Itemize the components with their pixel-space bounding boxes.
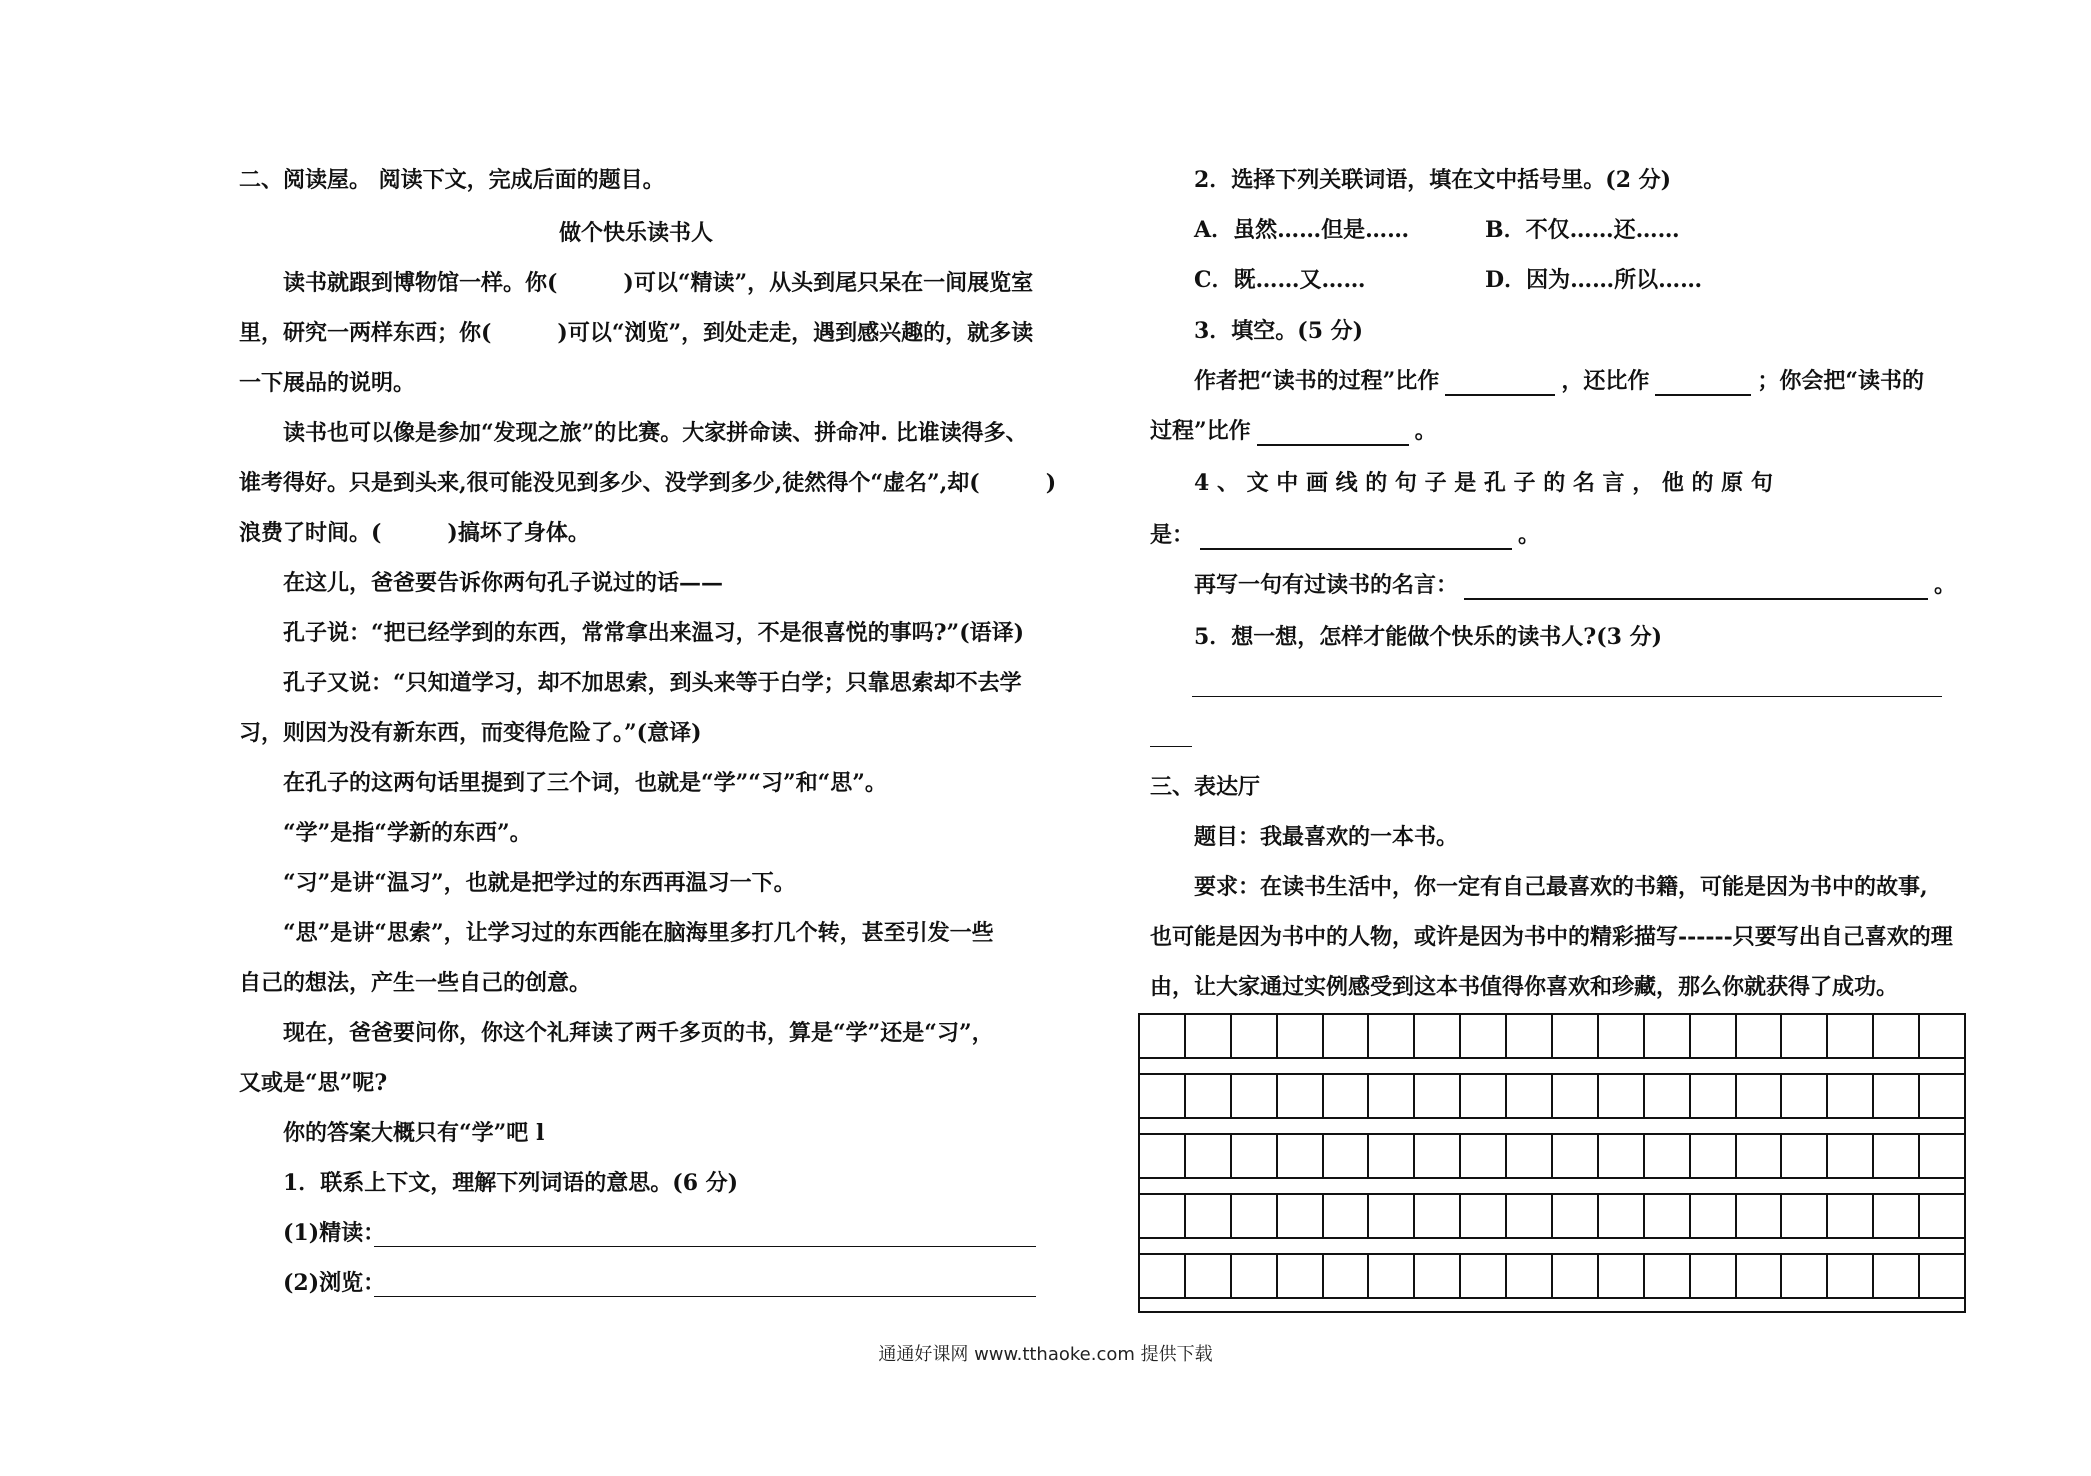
answer-line-1[interactable] <box>374 1246 1036 1247</box>
grid-cell[interactable] <box>1599 1015 1645 1057</box>
question-3-text-c: ；你会把“读书的 <box>1757 368 1924 394</box>
grid-cell[interactable] <box>1369 1195 1415 1237</box>
fill-blank-2[interactable] <box>1655 372 1751 396</box>
option-c: C．既……又…… <box>1194 267 1366 293</box>
question-3-text-b: ，还比作 <box>1561 368 1650 394</box>
grid-cell[interactable] <box>1186 1255 1232 1297</box>
question-4-text-end: 。 <box>1518 522 1541 548</box>
grid-cell[interactable] <box>1507 1195 1553 1237</box>
option-d: D．因为……所以…… <box>1485 267 1703 293</box>
question-3-line-2 <box>1150 416 1437 446</box>
fill-blank-1[interactable] <box>1445 372 1555 396</box>
question-3-text-d: 过程”比作 <box>1150 418 1251 444</box>
grid-cell[interactable] <box>1278 1015 1324 1057</box>
grid-cell[interactable] <box>1737 1255 1783 1297</box>
grid-cell[interactable] <box>1186 1195 1232 1237</box>
question-4-text-b: 再写一句有过读书的名言： <box>1194 572 1459 598</box>
grid-cell[interactable] <box>1691 1195 1737 1237</box>
grid-cell[interactable] <box>1507 1255 1553 1297</box>
grid-cell[interactable] <box>1324 1195 1370 1237</box>
grid-cell[interactable] <box>1324 1135 1370 1177</box>
grid-cell[interactable] <box>1737 1075 1783 1117</box>
grid-row[interactable] <box>1138 1133 1966 1179</box>
fill-blank-4[interactable] <box>1200 526 1512 550</box>
paragraph-9-line-1: “思”是讲“思索”，让学习过的东西能在脑海里多打几个转，甚至引发一些 <box>283 920 994 946</box>
question-5: 5．想一想，怎样才能做个快乐的读书人?(3 分) <box>1194 624 1662 650</box>
grid-cell[interactable] <box>1737 1015 1783 1057</box>
grid-row-gap <box>1138 1299 1966 1313</box>
grid-row[interactable] <box>1138 1013 1966 1059</box>
grid-cell[interactable] <box>1324 1075 1370 1117</box>
fill-blank-3[interactable] <box>1257 422 1409 446</box>
grid-cell[interactable] <box>1232 1015 1278 1057</box>
grid-cell[interactable] <box>1369 1075 1415 1117</box>
question-4-line-1: 4 、 文 中 画 线 的 句 子 是 孔 子 的 名 言 ， 他 的 原 句 <box>1194 470 1773 496</box>
option-b: B．不仅……还…… <box>1485 217 1680 243</box>
grid-cell[interactable] <box>1782 1195 1828 1237</box>
grid-cell[interactable] <box>1278 1195 1324 1237</box>
question-1-item-1-label: (1)精读： <box>283 1220 386 1246</box>
question-3-line-1 <box>1150 366 1924 396</box>
option-a: A．虽然……但是…… <box>1194 217 1410 243</box>
grid-row-gap <box>1138 1239 1966 1253</box>
grid-cell[interactable] <box>1186 1075 1232 1117</box>
grid-cell[interactable] <box>1232 1255 1278 1297</box>
paragraph-6: 在孔子的这两句话里提到了三个词，也就是“学”“习”和“思”。 <box>283 770 887 796</box>
grid-cell[interactable] <box>1599 1135 1645 1177</box>
grid-cell[interactable] <box>1415 1075 1461 1117</box>
grid-cell[interactable] <box>1782 1075 1828 1117</box>
question-1-item-2-label: (2)浏览： <box>283 1270 386 1296</box>
grid-cell[interactable] <box>1645 1015 1691 1057</box>
grid-cell[interactable] <box>1369 1255 1415 1297</box>
grid-cell[interactable] <box>1828 1015 1874 1057</box>
paragraph-5-line-2: 习，则因为没有新东西，而变得危险了。”(意译) <box>239 720 702 746</box>
paragraph-3: 在这儿，爸爸要告诉你两句孔子说过的话—— <box>283 570 724 596</box>
grid-cell[interactable] <box>1874 1135 1920 1177</box>
answer-line-3[interactable] <box>1192 696 1942 697</box>
grid-cell[interactable] <box>1920 1015 1966 1057</box>
section-title-writing: 三、表达厅 <box>1150 774 1261 800</box>
grid-cell[interactable] <box>1782 1135 1828 1177</box>
grid-cell[interactable] <box>1920 1075 1966 1117</box>
grid-cell[interactable] <box>1782 1015 1828 1057</box>
question-4-line-2 <box>1150 520 1540 550</box>
question-4-line-3 <box>1150 570 1956 600</box>
grid-cell[interactable] <box>1645 1075 1691 1117</box>
grid-cell[interactable] <box>1691 1135 1737 1177</box>
article-title: 做个快乐读书人 <box>559 220 714 246</box>
grid-cell[interactable] <box>1461 1135 1507 1177</box>
grid-cell[interactable] <box>1828 1135 1874 1177</box>
grid-cell[interactable] <box>1278 1135 1324 1177</box>
grid-cell[interactable] <box>1874 1255 1920 1297</box>
paragraph-2-line-2: 谁考得好。只是到头来,很可能没见到多少、没学到多少,徒然得个“虚名”,却( ) <box>239 470 1057 496</box>
grid-cell[interactable] <box>1140 1195 1186 1237</box>
grid-cell[interactable] <box>1920 1255 1966 1297</box>
grid-row[interactable] <box>1138 1253 1966 1299</box>
question-1: 1．联系上下文，理解下列词语的意思。(6 分) <box>283 1170 739 1196</box>
grid-cell[interactable] <box>1415 1195 1461 1237</box>
grid-cell[interactable] <box>1507 1015 1553 1057</box>
grid-cell[interactable] <box>1874 1075 1920 1117</box>
paragraph-1-line-3: 一下展品的说明。 <box>239 370 416 396</box>
question-3: 3．填空。(5 分) <box>1194 318 1364 344</box>
grid-cell[interactable] <box>1691 1015 1737 1057</box>
question-4-text-a: 是： <box>1150 522 1195 548</box>
question-4-text-end-2: 。 <box>1934 572 1957 598</box>
grid-cell[interactable] <box>1324 1255 1370 1297</box>
grid-cell[interactable] <box>1828 1075 1874 1117</box>
grid-cell[interactable] <box>1369 1135 1415 1177</box>
question-2: 2．选择下列关联词语，填在文中括号里。(2 分) <box>1194 167 1672 193</box>
paragraph-2-line-1: 读书也可以像是参加“发现之旅”的比赛。大家拼命读、拼命冲. 比谁读得多、 <box>283 420 1028 446</box>
grid-cell[interactable] <box>1553 1135 1599 1177</box>
grid-cell[interactable] <box>1140 1075 1186 1117</box>
grid-cell[interactable] <box>1828 1195 1874 1237</box>
grid-cell[interactable] <box>1461 1015 1507 1057</box>
grid-row[interactable] <box>1138 1193 1966 1239</box>
grid-cell[interactable] <box>1553 1195 1599 1237</box>
grid-cell[interactable] <box>1278 1075 1324 1117</box>
grid-cell[interactable] <box>1415 1135 1461 1177</box>
grid-cell[interactable] <box>1461 1255 1507 1297</box>
paragraph-1-line-1: 读书就跟到博物馆一样。你( )可以“精读”，从头到尾只呆在一间展览室 <box>283 270 1034 296</box>
question-3-text-end: 。 <box>1414 418 1437 444</box>
grid-row-gap <box>1138 1059 1966 1073</box>
paragraph-10-line-2: 又或是“思”呢? <box>239 1070 388 1096</box>
paragraph-5-line-1: 孔子又说：“只知道学习，却不加思索，到头来等于白学；只靠思索却不去学 <box>283 670 1022 696</box>
paragraph-7: “学”是指“学新的东西”。 <box>283 820 532 846</box>
grid-cell[interactable] <box>1140 1255 1186 1297</box>
grid-cell[interactable] <box>1461 1075 1507 1117</box>
writing-requirement-line-2: 也可能是因为书中的人物，或许是因为书中的精彩描写------只要写出自己喜欢的理 <box>1150 924 1953 950</box>
grid-cell[interactable] <box>1645 1255 1691 1297</box>
grid-cell[interactable] <box>1553 1255 1599 1297</box>
writing-topic: 题目：我最喜欢的一本书。 <box>1194 824 1459 850</box>
grid-cell[interactable] <box>1140 1135 1186 1177</box>
grid-cell[interactable] <box>1232 1195 1278 1237</box>
paragraph-1-line-2: 里，研究一两样东西；你( )可以“浏览”，到处走走，遇到感兴趣的，就多读 <box>239 320 1034 346</box>
grid-cell[interactable] <box>1186 1135 1232 1177</box>
grid-cell[interactable] <box>1232 1075 1278 1117</box>
grid-cell[interactable] <box>1737 1135 1783 1177</box>
fill-blank-5[interactable] <box>1464 576 1928 600</box>
grid-row-gap <box>1138 1179 1966 1193</box>
grid-cell[interactable] <box>1920 1195 1966 1237</box>
grid-cell[interactable] <box>1553 1015 1599 1057</box>
paragraph-11: 你的答案大概只有“学”吧 l <box>283 1120 545 1146</box>
grid-cell[interactable] <box>1324 1015 1370 1057</box>
paragraph-10-line-1: 现在，爸爸要问你，你这个礼拜读了两千多页的书，算是“学”还是“习”， <box>283 1020 994 1046</box>
paragraph-4: 孔子说：“把已经学到的东西，常常拿出来温习，不是很喜悦的事吗?”(语译) <box>283 620 1025 646</box>
grid-cell[interactable] <box>1186 1015 1232 1057</box>
grid-cell[interactable] <box>1782 1255 1828 1297</box>
grid-cell[interactable] <box>1553 1075 1599 1117</box>
paragraph-2-line-3: 浪费了时间。( )搞坏了身体。 <box>239 520 590 546</box>
paragraph-8: “习”是讲“温习”，也就是把学过的东西再温习一下。 <box>283 870 796 896</box>
grid-row[interactable] <box>1138 1073 1966 1119</box>
paragraph-9-line-2: 自己的想法，产生一些自己的创意。 <box>239 970 592 996</box>
grid-cell[interactable] <box>1232 1135 1278 1177</box>
grid-cell[interactable] <box>1140 1015 1186 1057</box>
grid-cell[interactable] <box>1645 1195 1691 1237</box>
grid-row-gap <box>1138 1119 1966 1133</box>
grid-cell[interactable] <box>1369 1015 1415 1057</box>
grid-cell[interactable] <box>1645 1135 1691 1177</box>
answer-line-2[interactable] <box>374 1296 1036 1297</box>
grid-cell[interactable] <box>1874 1015 1920 1057</box>
grid-cell[interactable] <box>1415 1255 1461 1297</box>
writing-grid[interactable] <box>1138 1013 1966 1313</box>
grid-cell[interactable] <box>1278 1255 1324 1297</box>
grid-cell[interactable] <box>1599 1075 1645 1117</box>
grid-cell[interactable] <box>1507 1075 1553 1117</box>
grid-cell[interactable] <box>1691 1255 1737 1297</box>
grid-cell[interactable] <box>1599 1255 1645 1297</box>
grid-cell[interactable] <box>1415 1015 1461 1057</box>
grid-cell[interactable] <box>1737 1195 1783 1237</box>
answer-line-3-tail <box>1150 746 1192 747</box>
writing-requirement-line-3: 由，让大家通过实例感受到这本书值得你喜欢和珍藏，那么你就获得了成功。 <box>1150 974 1899 1000</box>
grid-cell[interactable] <box>1874 1195 1920 1237</box>
grid-cell[interactable] <box>1599 1195 1645 1237</box>
grid-cell[interactable] <box>1461 1195 1507 1237</box>
section-title-reading: 二、阅读屋。 阅读下文，完成后面的题目。 <box>239 167 665 193</box>
footer-credit: 通通好课网 www.tthaoke.com 提供下载 <box>878 1344 1213 1365</box>
grid-cell[interactable] <box>1920 1135 1966 1177</box>
grid-cell[interactable] <box>1507 1135 1553 1177</box>
grid-cell[interactable] <box>1828 1255 1874 1297</box>
writing-requirement-line-1: 要求：在读书生活中，你一定有自己最喜欢的书籍，可能是因为书中的故事, <box>1194 874 1928 900</box>
question-3-text-a: 作者把“读书的过程”比作 <box>1194 368 1440 394</box>
grid-cell[interactable] <box>1691 1075 1737 1117</box>
